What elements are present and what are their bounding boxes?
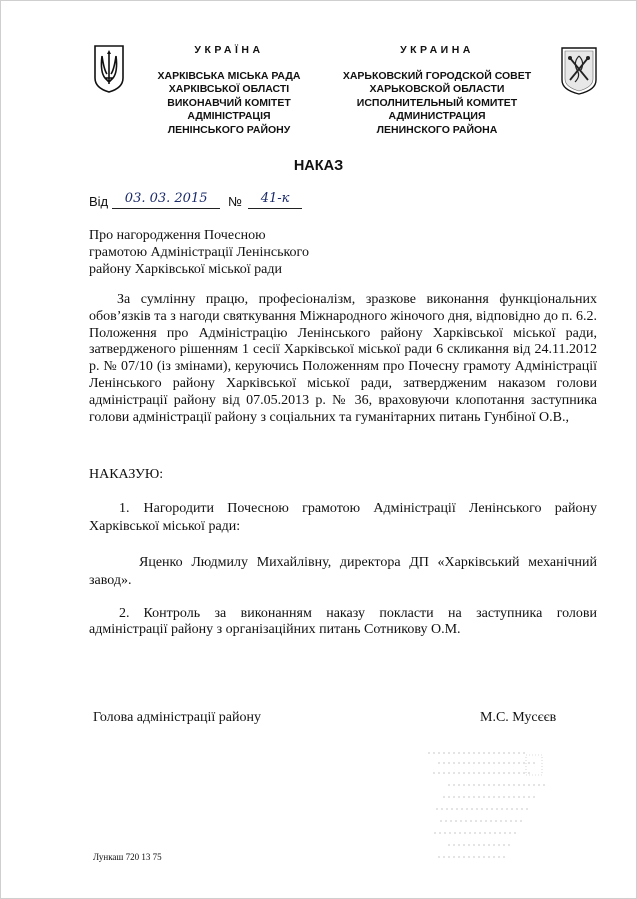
header-left-line: ВИКОНАВЧИЙ КОМІТЕТ [167, 96, 291, 109]
header-right-line: ХАРЬКОВСКОЙ ОБЛАСТИ [369, 83, 505, 95]
subject-line: району Харківської міської ради [89, 262, 282, 277]
country-ru: УКРАИНА [400, 44, 474, 56]
number-label: № [228, 194, 243, 209]
header-right-line: АДМИНИСТРАЦИЯ [388, 110, 486, 122]
preamble-paragraph: За сумлінну працю, професіоналізм, зразкове виконання функціональних обов’язків та з нагоди святкування Міжнародного жіночого дня, відповідно до п. 6.2. Положення про Адміністрацію Ленінського району Харківської міської ради, затвердженого рішенням 1 сесії Харківської міської ради 6 скликання від 24.11.2012 р. № 07/10 (із змінами), керуючись Положенням про Почесну грамоту Адміністрації Ленінського району Харківської міської ради, затвердженим наказом голови адміністрації району від 07.05.2013 р. № 36, враховуючи клопотання заступника голови адміністрації району з соціальних та гуманітарних питань Гунбіної О.В., [89, 292, 597, 425]
header-left [140, 44, 318, 137]
header-left-line: ХАРКІВСЬКОЇ ОБЛАСТІ [168, 83, 290, 95]
order-item-2: 2. Контроль за виконанням наказу покласти на заступника голови адміністрації району з організаційних питань Сотникову О.М. [89, 606, 597, 637]
header-left-line: АДМІНІСТРАЦІЯ [187, 110, 271, 122]
header-right-line: ХАРЬКОВСКИЙ ГОРОДСКОЙ СОВЕТ [342, 69, 532, 82]
faded-stamp [408, 745, 558, 865]
subject-line: Про нагородження Почесною [89, 228, 266, 243]
signatory-name: М.С. Мусєєв [480, 710, 557, 725]
date-value: 03. 03. 2015 [112, 192, 220, 209]
header-right [333, 44, 541, 137]
document-subject [89, 227, 309, 278]
header-left-line: ЛЕНІНСЬКОГО РАЙОНУ [167, 123, 291, 136]
country-ua: УКРАЇНА [194, 44, 264, 56]
header-left-line: ХАРКІВСЬКА МІСЬКА РАДА [157, 69, 301, 82]
subject-line: грамотою Адміністрації Ленінського [89, 245, 309, 260]
executor-note: Лункаш 720 13 75 [93, 852, 162, 862]
kharkiv-coat-of-arms-icon [559, 44, 599, 96]
signatory-role: Голова адміністрації району [93, 710, 261, 725]
header-right-line: ИСПОЛНИТЕЛЬНЫЙ КОМИТЕТ [356, 96, 518, 109]
document-title: НАКАЗ [293, 158, 344, 174]
date-label: Від [89, 194, 109, 209]
order-heading: НАКАЗУЮ: [89, 467, 164, 482]
ukraine-trident-icon [92, 44, 126, 94]
number-value: 41-к [248, 192, 302, 209]
header-right-line: ЛЕНИНСКОГО РАЙОНА [376, 123, 498, 136]
award-recipient: Яценко Людмилу Михайлівну, директора ДП «Харківський механічний завод». [89, 555, 597, 588]
order-item-1: 1. Нагородити Почесною грамотою Адміністрації Ленінського району Харківської міської ради: [89, 501, 597, 534]
document-reference [89, 192, 302, 209]
